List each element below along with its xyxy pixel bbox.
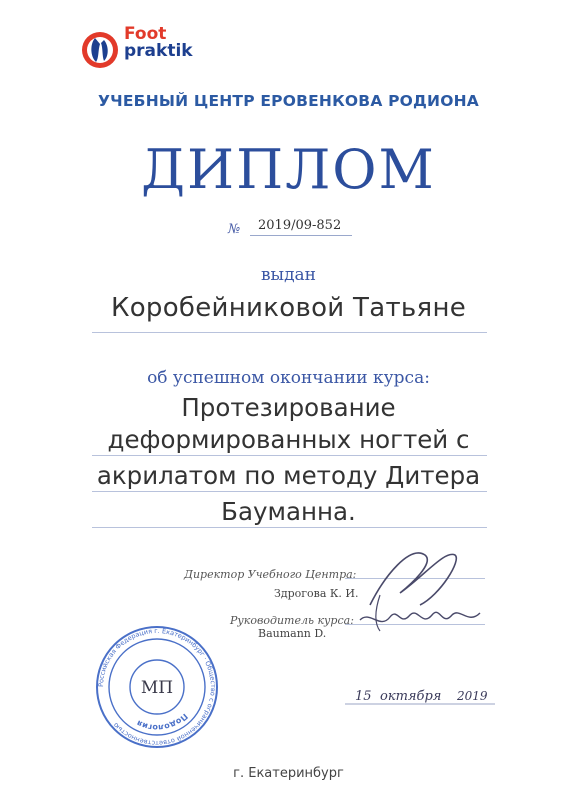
training-center-name: УЧЕБНЫЙ ЦЕНТР ЕРОВЕНКОВА РОДИОНА — [98, 92, 479, 110]
course-intro: об успешном окончании курса: — [147, 368, 430, 388]
course-rule-2 — [92, 491, 487, 492]
stamp-ring-text: Российская Федерация г. Екатеринбург · Общество с ограниченной ответственностью — [96, 626, 218, 748]
handwritten-date — [345, 682, 495, 712]
recipient-name: Коробейниковой Татьяне — [110, 293, 467, 323]
course-title-line-1: Протезирование — [181, 393, 396, 422]
supervisor-name: Baumann D. — [258, 627, 327, 640]
stamp-center-text: МП — [140, 678, 174, 698]
logo-text — [124, 26, 193, 60]
date-year: 2019 — [457, 689, 488, 703]
logo-line1: Foot — [124, 24, 167, 44]
diploma-title: ДИПЛОМ — [141, 138, 436, 201]
director-label: Директор Учебного Центра: — [184, 568, 357, 581]
supervisor-label: Руководитель курса: — [230, 614, 354, 627]
diploma-number — [228, 218, 358, 238]
date-month: октября — [380, 689, 442, 704]
director-name: Здрогова К. И. — [274, 587, 359, 600]
course-title-line-4: Бауманна. — [221, 497, 356, 526]
number-underline — [250, 235, 352, 236]
handwritten-signature-icon — [330, 535, 490, 645]
issued-label: выдан — [260, 265, 317, 285]
course-title-line-2: деформированных ногтей с — [107, 425, 470, 454]
city: г. Екатеринбург — [233, 766, 344, 781]
course-rule-1 — [92, 455, 487, 456]
number-value: 2019/09-852 — [258, 218, 342, 233]
recipient-underline — [92, 332, 487, 333]
number-sign: № — [228, 222, 241, 237]
logo-line2: praktik — [124, 41, 193, 61]
course-title-line-3: акрилатом по методу Дитера — [96, 461, 481, 490]
stamp-inner-text: Подология — [135, 711, 190, 733]
official-stamp-icon — [92, 622, 222, 752]
course-rule-3 — [92, 527, 487, 528]
date-day: 15 — [355, 689, 372, 704]
